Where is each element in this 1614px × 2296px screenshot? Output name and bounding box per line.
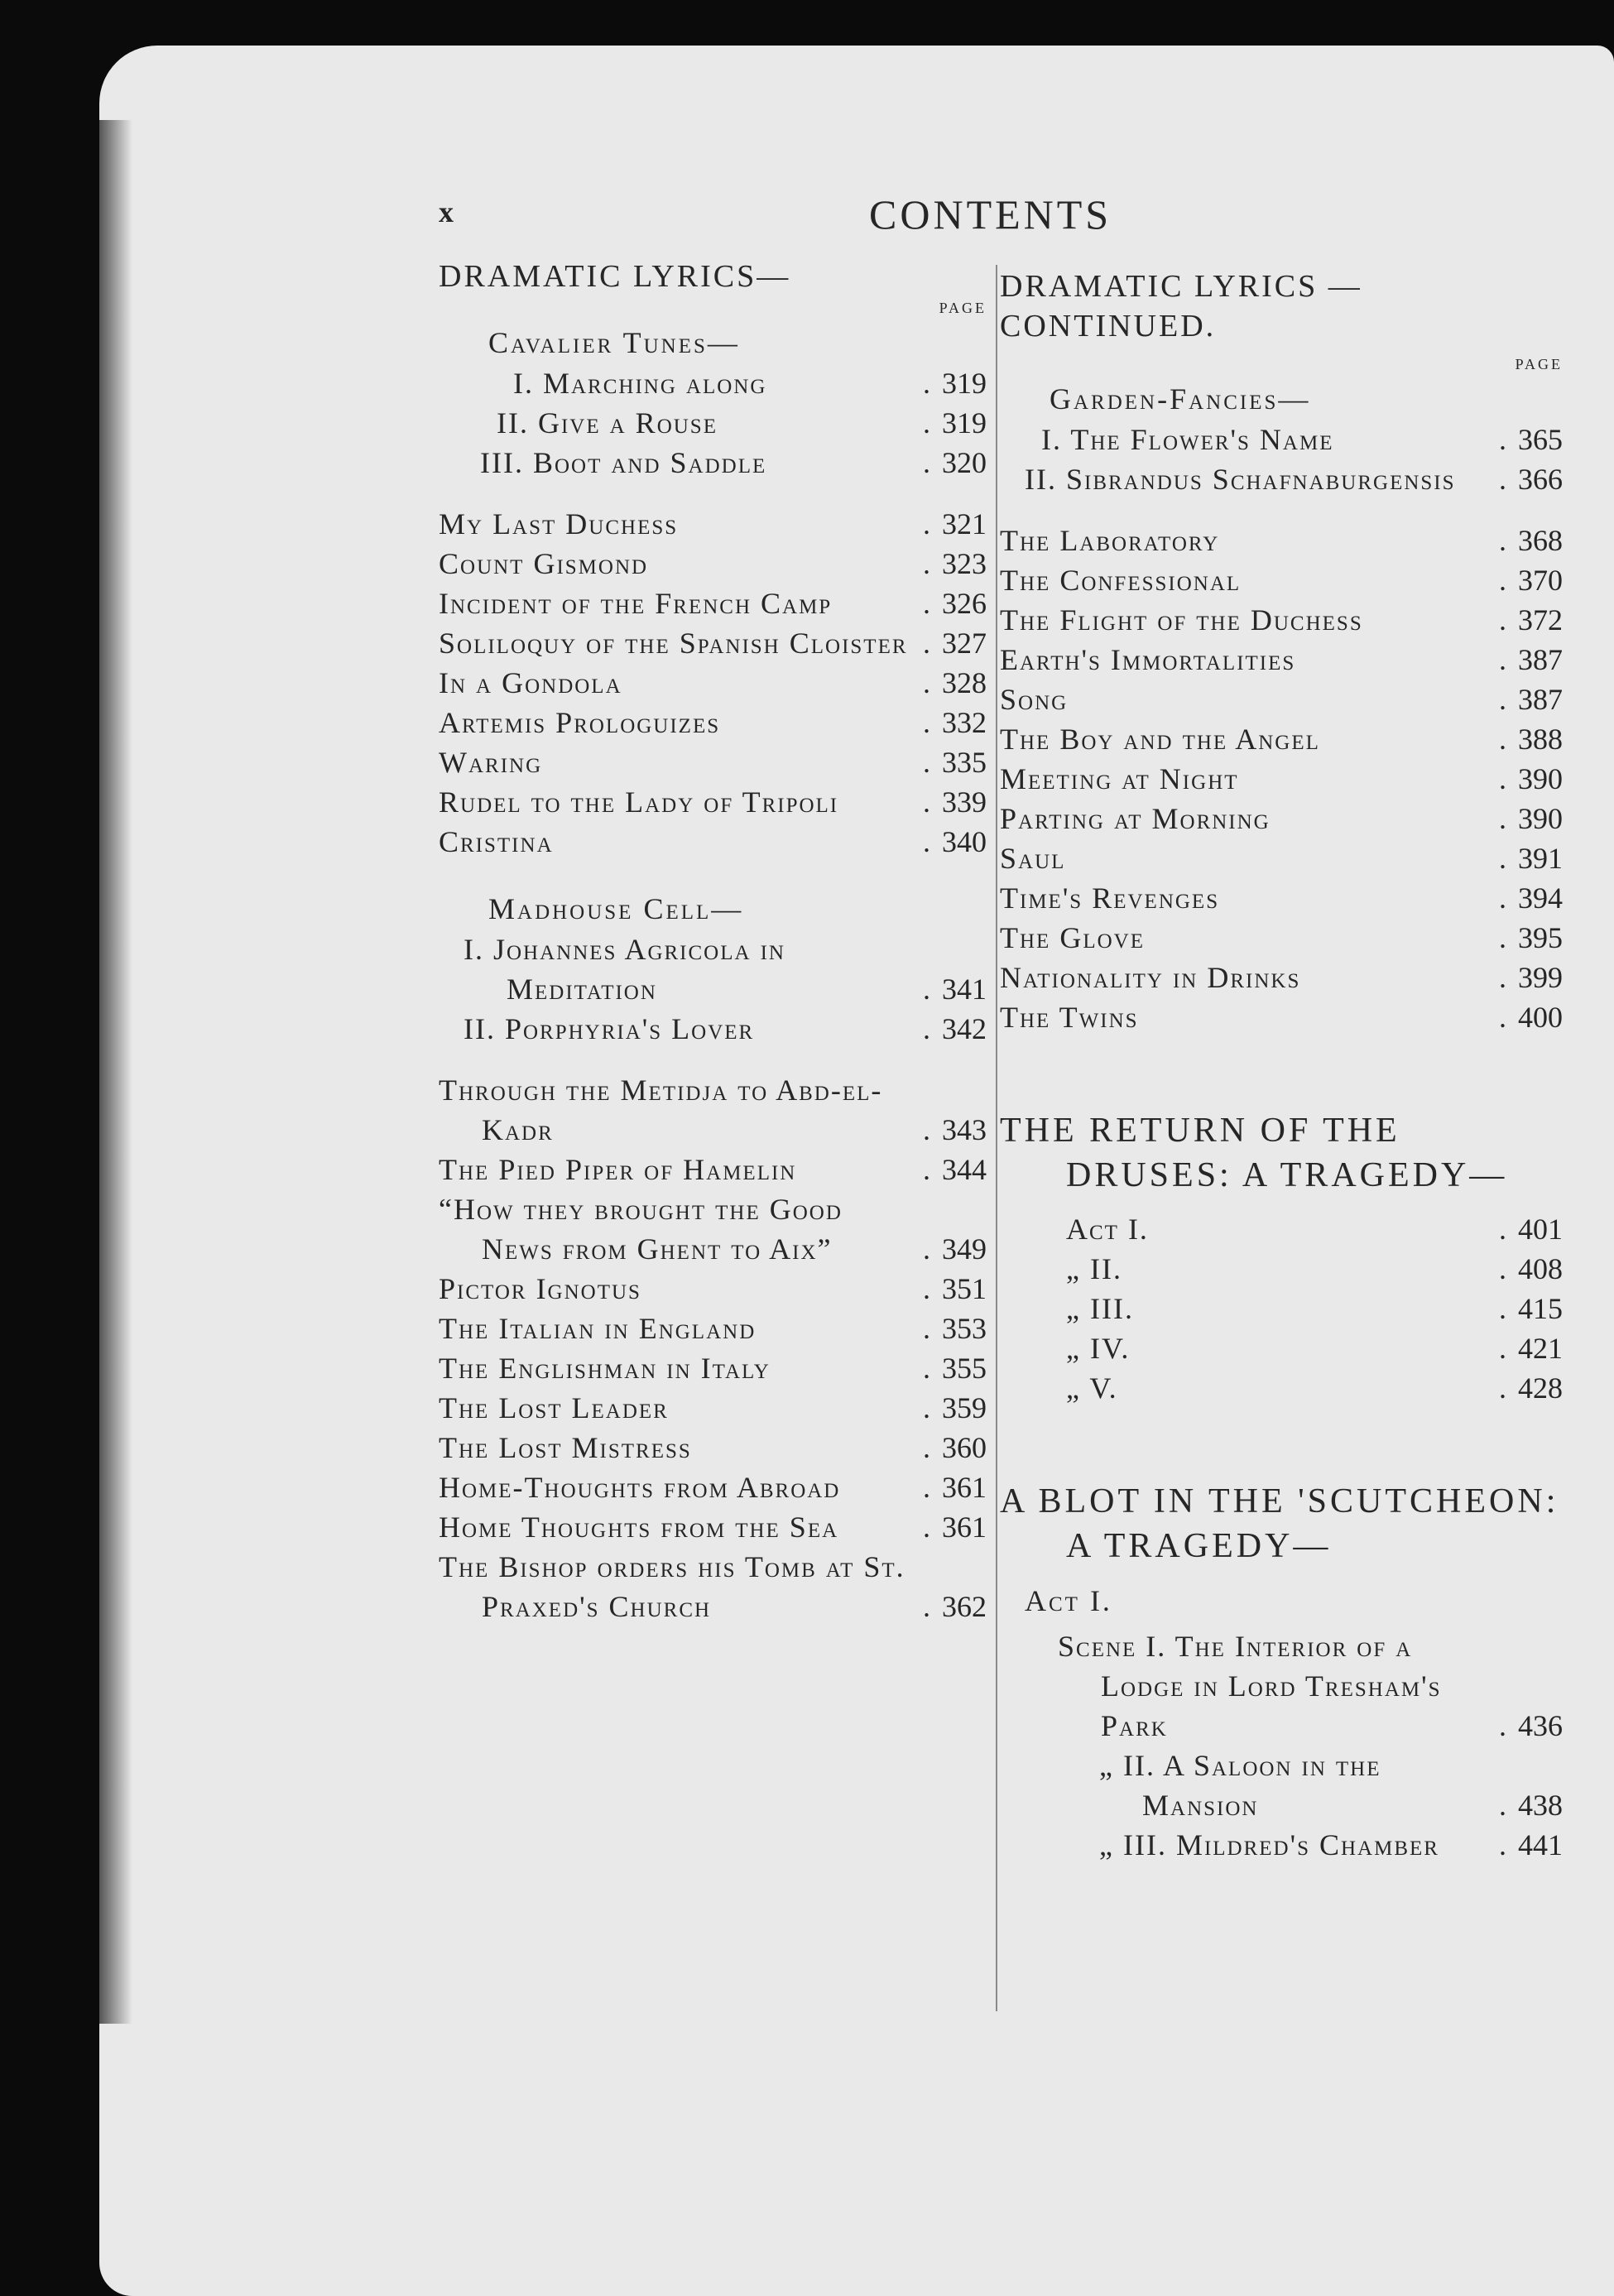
toc-entry: The Flight of the Duchess . 372: [1000, 600, 1563, 640]
toc-entry: I. Johannes Agricola in Meditation . 341: [439, 929, 987, 1009]
page-ref: 320: [942, 446, 987, 479]
entry-title: I. Marching along: [513, 367, 767, 400]
page-ref: 343: [942, 1113, 987, 1146]
toc-entry: The Lost Leader . 359: [439, 1388, 987, 1428]
page-ref: 339: [942, 785, 987, 819]
toc-entry: Earth's Immortalities . 387: [1000, 640, 1563, 680]
page-ref: 341: [942, 973, 987, 1006]
entry-title: Soliloquy of the Spanish Cloister: [439, 627, 908, 660]
entry-title: Song: [1000, 683, 1069, 716]
toc-entry: Artemis Prologuizes . 332: [439, 703, 987, 742]
entry-title: Pictor Ignotus: [439, 1272, 641, 1305]
act-entry: „ V. . 428: [1000, 1368, 1563, 1408]
toc-entry: II. Give a Rouse . 319: [439, 403, 987, 443]
toc-entry: Nationality in Drinks . 399: [1000, 958, 1563, 997]
scene-entry: „ II. A Saloon in the Mansion . 438: [1000, 1746, 1563, 1825]
entry-title: II. Sibrandus Schafnaburgensis: [1025, 463, 1456, 496]
group-title: Cavalier Tunes—: [488, 326, 740, 359]
page-ref: 401: [1518, 1213, 1563, 1246]
toc-entry: Song . 387: [1000, 680, 1563, 719]
blot-scenes: [1000, 1626, 1563, 1865]
entry-title: The Lost Mistress: [439, 1431, 692, 1464]
page-ref: 372: [1518, 603, 1563, 636]
toc-entry: In a Gondola . 328: [439, 663, 987, 703]
toc-entry: The Glove . 395: [1000, 918, 1563, 958]
page-ref: 387: [1518, 643, 1563, 676]
running-head: CONTENTS: [869, 191, 1112, 238]
page-ref: 361: [942, 1511, 987, 1544]
entry-title: The Englishman in Italy: [439, 1352, 771, 1385]
blot-heading: A BLOT IN THE 'SCUTCHEON: A TRAGEDY—: [1000, 1482, 1559, 1565]
entry-title: Home Thoughts from the Sea: [439, 1511, 839, 1544]
page-column-label: PAGE: [939, 300, 987, 316]
page-ref: 391: [1518, 842, 1563, 875]
toc-entry: Saul . 391: [1000, 838, 1563, 878]
toc-entry: The Italian in England . 353: [439, 1309, 987, 1348]
toc-entry: The Twins . 400: [1000, 997, 1563, 1037]
page-ref: 399: [1518, 961, 1563, 994]
entry-title: Home-Thoughts from Abroad: [439, 1471, 841, 1504]
entry-title: Through the Metidja to Abd-el-Kadr: [439, 1074, 883, 1146]
entry-title: Nationality in Drinks: [1000, 961, 1301, 994]
page-ref: 394: [1518, 881, 1563, 915]
right-entries: [1000, 378, 1563, 1037]
page-ref: 335: [942, 746, 987, 779]
page-ref: 342: [942, 1012, 987, 1045]
entry-title: In a Gondola: [439, 666, 622, 699]
page-ref: 355: [942, 1352, 987, 1385]
entry-title: I. The Flower's Name: [1041, 423, 1334, 456]
entry-title: The Pied Piper of Hamelin: [439, 1153, 797, 1186]
page-ref: 360: [942, 1431, 987, 1464]
right-column: [1000, 267, 1563, 1865]
toc-entry: The Bishop orders his Tomb at St. Praxed's Church . 362: [439, 1547, 987, 1626]
page-ref: 359: [942, 1391, 987, 1424]
left-column: [439, 257, 987, 1626]
entry-title: „ II. A Saloon in the Mansion: [1099, 1749, 1381, 1822]
entry-title: The Glove: [1000, 921, 1145, 954]
entry-title: I. Johannes Agricola in Meditation: [464, 933, 785, 1006]
entry-title: The Laboratory: [1000, 524, 1220, 557]
left-entries: [439, 322, 987, 1626]
toc-entry: Home-Thoughts from Abroad . 361: [439, 1467, 987, 1507]
page-ref: 323: [942, 547, 987, 580]
entry-title: Incident of the French Camp: [439, 587, 833, 620]
page-ref: 326: [942, 587, 987, 620]
toc-entry: My Last Duchess . 321: [439, 504, 987, 544]
entry-title: The Twins: [1000, 1001, 1139, 1034]
toc-entry: I. Marching along . 319: [439, 363, 987, 403]
page-ref: 344: [942, 1153, 987, 1186]
page-ref: 436: [1518, 1709, 1563, 1742]
entry-title: “How they brought the Good News from Ghent to Aix”: [439, 1193, 843, 1266]
toc-entry: Through the Metidja to Abd-el-Kadr . 343: [439, 1070, 987, 1150]
page-ref: 351: [942, 1272, 987, 1305]
entry-title: II. Porphyria's Lover: [464, 1012, 755, 1045]
group-title: Garden-Fancies—: [1050, 382, 1311, 415]
scene-entry: „ III. Mildred's Chamber . 441: [1000, 1825, 1563, 1865]
toc-entry: The Englishman in Italy . 355: [439, 1348, 987, 1388]
scene-entry: Scene I. The Interior of a Lodge in Lord Tresham's Park . 436: [1000, 1626, 1563, 1746]
entry-title: „ III. Mildred's Chamber: [1099, 1828, 1439, 1861]
toc-entry: Home Thoughts from the Sea . 361: [439, 1507, 987, 1547]
entry-title: Artemis Prologuizes: [439, 706, 721, 739]
act-entry: Act I. . 401: [1000, 1209, 1563, 1249]
page-ref: 368: [1518, 524, 1563, 557]
toc-entry: Time's Revenges . 394: [1000, 878, 1563, 918]
page-ref: 370: [1518, 564, 1563, 597]
toc-entry: III. Boot and Saddle . 320: [439, 443, 987, 483]
entry-title: The Bishop orders his Tomb at St. Praxed's Church: [439, 1550, 905, 1623]
toc-entry: Rudel to the Lady of Tripoli . 339: [439, 782, 987, 822]
page-column-label: PAGE: [1515, 356, 1563, 372]
toc-entry: Count Gismond . 323: [439, 544, 987, 584]
entry-title: „ III.: [1066, 1292, 1134, 1325]
toc-entry: Soliloquy of the Spanish Cloister . 327: [439, 623, 987, 663]
entry-title: Saul: [1000, 842, 1066, 875]
page-ref: 353: [942, 1312, 987, 1345]
page-ref: 340: [942, 825, 987, 858]
entry-title: The Boy and the Angel: [1000, 723, 1320, 756]
section-heading: DRAMATIC LYRICS—: [439, 259, 791, 294]
page-ref: 362: [942, 1590, 987, 1623]
toc-entry: The Lost Mistress . 360: [439, 1428, 987, 1467]
toc-entry: The Confessional . 370: [1000, 560, 1563, 600]
entry-title: III. Boot and Saddle: [480, 446, 767, 479]
druses-heading: THE RETURN OF THE DRUSES: A TRAGEDY—: [1000, 1112, 1508, 1194]
page-ref: 328: [942, 666, 987, 699]
page-ref: 327: [942, 627, 987, 660]
page-ref: 319: [942, 367, 987, 400]
toc-entry: The Boy and the Angel . 388: [1000, 719, 1563, 759]
section-heading-continued: DRAMATIC LYRICS — CONTINUED.: [1000, 269, 1362, 343]
entry-title: Cristina: [439, 825, 554, 858]
page-ref: 349: [942, 1232, 987, 1266]
entry-title: „ IV.: [1066, 1332, 1131, 1365]
act-entry: „ II. . 408: [1000, 1249, 1563, 1289]
act-label: Act I.: [1025, 1584, 1112, 1617]
entry-title: The Confessional: [1000, 564, 1242, 597]
page-ref: 390: [1518, 762, 1563, 795]
act-entry: „ III. . 415: [1000, 1289, 1563, 1328]
entry-title: Count Gismond: [439, 547, 649, 580]
page-ref: 438: [1518, 1789, 1563, 1822]
page-ref: 395: [1518, 921, 1563, 954]
entry-title: Rudel to the Lady of Tripoli: [439, 785, 839, 819]
toc-entry: “How they brought the Good News from Ghent to Aix” . 349: [439, 1189, 987, 1269]
column-rule: [996, 265, 997, 2011]
page-number: x: [439, 195, 454, 228]
page-ref: 321: [942, 507, 987, 540]
toc-entry: Parting at Morning . 390: [1000, 799, 1563, 838]
page-ref: 415: [1518, 1292, 1563, 1325]
page-ref: 408: [1518, 1252, 1563, 1285]
page-ref: 441: [1518, 1828, 1563, 1861]
act-entry: „ IV. . 421: [1000, 1328, 1563, 1368]
page-ref: 387: [1518, 683, 1563, 716]
page-ref: 319: [942, 406, 987, 440]
entry-title: Time's Revenges: [1000, 881, 1220, 915]
toc-entry: The Laboratory . 368: [1000, 521, 1563, 560]
page-ref: 365: [1518, 423, 1563, 456]
entry-title: Act I.: [1066, 1213, 1149, 1246]
page-ref: 390: [1518, 802, 1563, 835]
entry-title: Parting at Morning: [1000, 802, 1271, 835]
entry-title: „ V.: [1066, 1371, 1118, 1405]
entry-title: Waring: [439, 746, 543, 779]
toc-entry: II. Porphyria's Lover . 342: [439, 1009, 987, 1049]
page-ref: 388: [1518, 723, 1563, 756]
entry-title: II. Give a Rouse: [497, 406, 718, 440]
toc-entry: The Pied Piper of Hamelin . 344: [439, 1150, 987, 1189]
entry-title: Meeting at Night: [1000, 762, 1239, 795]
page-ref: 428: [1518, 1371, 1563, 1405]
entry-title: The Lost Leader: [439, 1391, 669, 1424]
entry-title: Scene I. The Interior of a Lodge in Lord Tresham's Park: [1058, 1630, 1442, 1742]
page-ref: 332: [942, 706, 987, 739]
entry-title: My Last Duchess: [439, 507, 679, 540]
entry-title: „ II.: [1066, 1252, 1122, 1285]
toc-entry: Waring . 335: [439, 742, 987, 782]
toc-entry: II. Sibrandus Schafnaburgensis . 366: [1000, 459, 1563, 499]
page-ref: 366: [1518, 463, 1563, 496]
toc-entry: Cristina . 340: [439, 822, 987, 862]
toc-entry: Pictor Ignotus . 351: [439, 1269, 987, 1309]
entry-title: The Flight of the Duchess: [1000, 603, 1363, 636]
druses-acts: [1000, 1209, 1563, 1408]
entry-title: Earth's Immortalities: [1000, 643, 1296, 676]
toc-entry: Meeting at Night . 390: [1000, 759, 1563, 799]
toc-entry: Incident of the French Camp . 326: [439, 584, 987, 623]
page-ref: 361: [942, 1471, 987, 1504]
toc-entry: I. The Flower's Name . 365: [1000, 420, 1563, 459]
page-ref: 421: [1518, 1332, 1563, 1365]
group-title: Madhouse Cell—: [488, 892, 744, 925]
page-ref: 400: [1518, 1001, 1563, 1034]
entry-title: The Italian in England: [439, 1312, 757, 1345]
